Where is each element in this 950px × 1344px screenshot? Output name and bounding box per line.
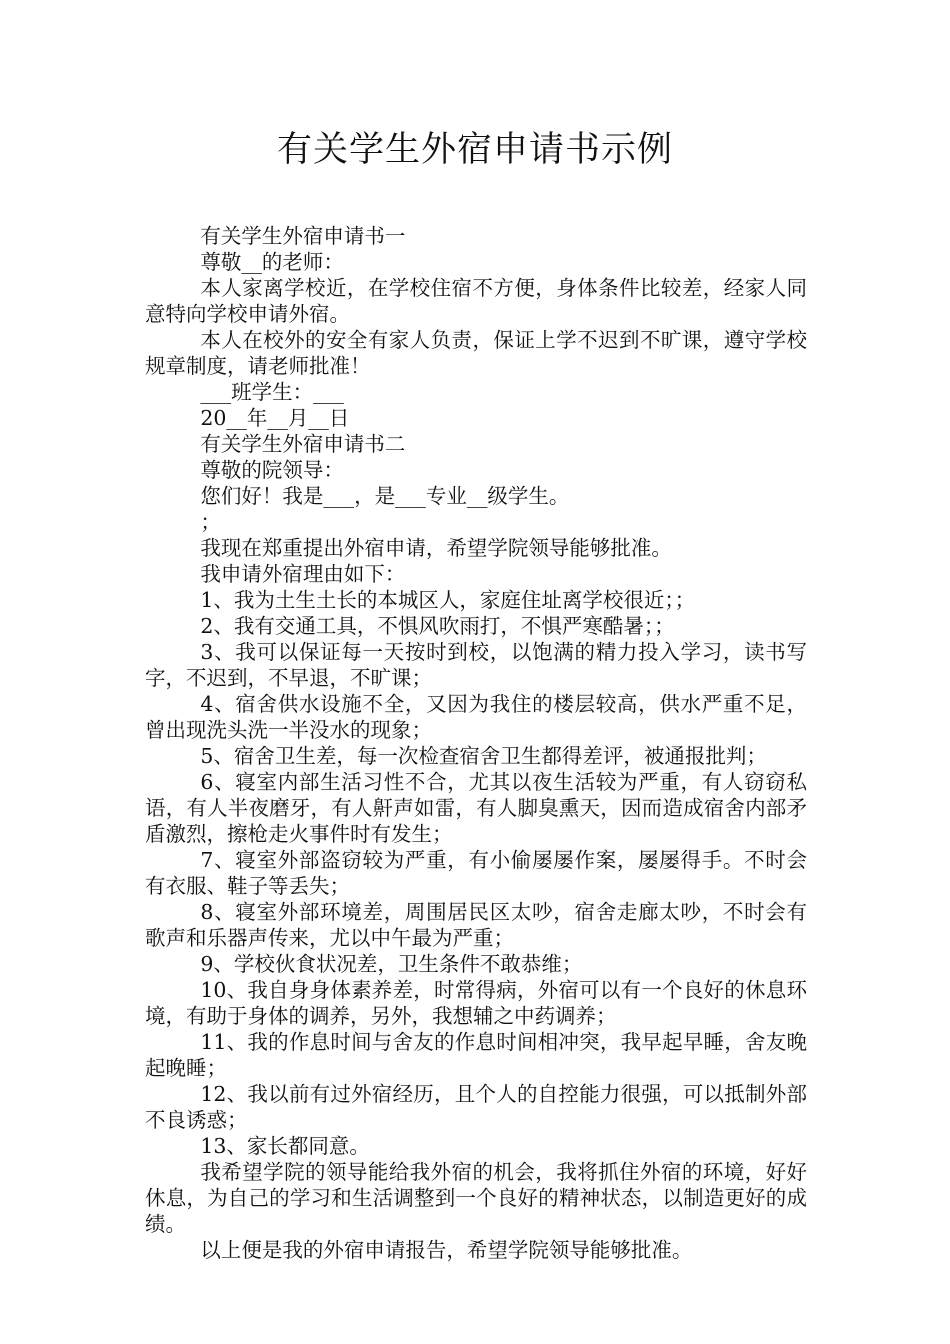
reason-item: 10、我自身身体素养差，时常得病，外宿可以有一个良好的休息环境，有助于身体的调养，另外，我想辅之中药调养； (145, 978, 807, 1028)
paragraph: 我现在郑重提出外宿申请，希望学院领导能够批准。 (200, 536, 672, 560)
paragraph: 本人在校外的安全有家人负责，保证上学不迟到不旷课，遵守学校规章制度，请老师批准！ (145, 328, 807, 378)
reason-item: 5、宿舍卫生差，每一次检查宿舍卫生都得差评，被通报批判； (200, 744, 767, 768)
document-title: 有关学生外宿申请书示例 (276, 130, 673, 170)
reason-item: 4、宿舍供水设施不全，又因为我住的楼层较高，供水严重不足，曾出现洗头洗一半没水的现象； (145, 692, 807, 742)
reason-item: 3、我可以保证每一天按时到校，以饱满的精力投入学习，读书写字，不迟到，不早退，不旷课； (145, 640, 807, 690)
reason-item: 9、学校伙食状况差，卫生条件不敢恭维； (200, 952, 583, 976)
reason-item: 1、我为土生土长的本城区人，家庭住址离学校很近；； (200, 588, 696, 612)
reason-item: 13、家长都同意。 (200, 1134, 370, 1158)
paragraph: 本人家离学校近，在学校住宿不方便，身体条件比较差，经家人同意特向学校申请外宿。 (145, 276, 807, 326)
signature-line: ___班学生：___ (200, 380, 344, 404)
paragraph: ； (200, 510, 221, 534)
reason-item: 6、寝室内部生活习性不合，尤其以夜生活较为严重，有人窃窃私语，有人半夜磨牙，有人鼾声如雷，有人脚臭熏天，因而造成宿舍内部矛盾激烈，擦枪走火事件时有发生； (145, 770, 807, 846)
paragraph: 您们好！我是___，是___专业__级学生。 (200, 484, 570, 508)
salutation-2: 尊敬的院领导： (200, 458, 344, 482)
section-heading-2: 有关学生外宿申请书二 (200, 432, 406, 456)
paragraph: 我希望学院的领导能给我外宿的机会，我将抓住外宿的环境，好好休息，为自己的学习和生活调整到一个良好的精神状态，以制造更好的成绩。 (145, 1160, 807, 1236)
reason-item: 7、寝室外部盗窃较为严重，有小偷屡屡作案，屡屡得手。不时会有衣服、鞋子等丢失； (145, 848, 807, 898)
reason-item: 11、我的作息时间与舍友的作息时间相冲突，我早起早睡，舍友晚起晚睡； (145, 1030, 807, 1080)
reason-item: 8、寝室外部环境差，周围居民区太吵，宿舍走廊太吵，不时会有歌声和乐器声传来，尤以中午最为严重； (145, 900, 807, 950)
closing-paragraph: 以上便是我的外宿申请报告，希望学院领导能够批准。 (200, 1238, 693, 1262)
salutation-1: 尊敬__的老师： (200, 250, 344, 274)
section-heading-1: 有关学生外宿申请书一 (200, 224, 406, 248)
reason-item: 12、我以前有过外宿经历，且个人的自控能力很强，可以抵制外部不良诱惑； (145, 1082, 807, 1132)
document-body (145, 223, 807, 1263)
paragraph: 我申请外宿理由如下： (200, 562, 406, 586)
reason-item: 2、我有交通工具，不惧风吹雨打，不惧严寒酷暑；； (200, 614, 675, 638)
date-line: 20__年__月__日 (200, 406, 350, 430)
